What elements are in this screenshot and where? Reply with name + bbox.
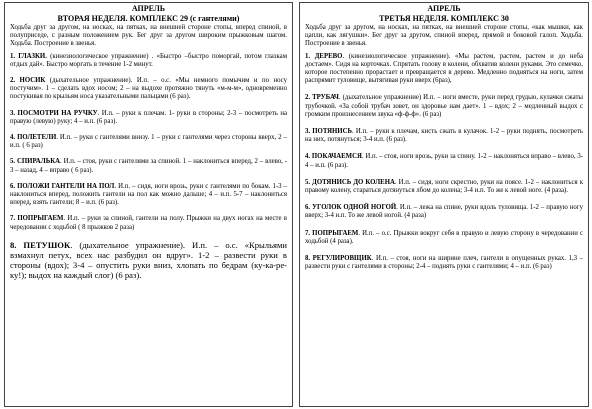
exercise-text: . И.п. – сидя, ноги врозь, руки с гантелями по бокам. 1-3 – наклониться вперед, положить гантели на пол как можно дальше; 4 – и.п. 5-7 – наклониться вперед, взять гантели; 8 – и.п. (6 раз). [10,182,287,207]
exercise-name: 6. ПОЛОЖИ ГАНТЕЛИ НА ПОЛ [10,182,115,190]
left-exercise-3 [10,110,287,126]
exercise-name: 7. ПОПРЫГАЕМ [305,229,359,237]
exercise-name: 6. УГОЛОК ОДНОЙ НОГОЙ [305,204,397,212]
left-exercise-6 [10,183,287,208]
left-month-heading: АПРЕЛЬ [131,4,166,13]
exercise-text: . И.п. – о.с. Прыжки вокруг себя в правую и левую сторону в чередовании с ходьбой (4 раза). [305,229,583,245]
right-exercise-2 [305,94,583,119]
exercise-name: 7. ПОПРЫГАЕМ [10,215,64,223]
exercise-text: . И.п. – руки за спиной, гантели на полу. Прыжки на двух ногах на месте в чередовании с ходьбой ( 8 прыжков 2 раза) [10,215,287,231]
right-month-heading: АПРЕЛЬ [427,4,461,13]
left-exercise-2 [10,77,287,102]
left-column [4,2,293,407]
left-exercise-5 [10,158,287,174]
right-exercise-4 [305,153,583,169]
exercise-name: 8. РЕГУЛИРОВЩИК [305,255,372,263]
exercise-text: . И.п. – лежа на спине, руки вдоль туловища. 1-2 – правую ногу вверх; 3-4 и.п. То же левой ногой. (4 раза) [305,204,583,220]
right-exercise-8 [305,255,583,271]
exercise-text: . И.п. – руки с гантелями внизу. 1 – руки с гантелями через стороны вверх, 2 – и.п. ( 6 раз) [10,134,287,150]
left-intro-paragraph: Ходьба друг за другом, на носках, на пятках, на внешней стороне стопы, вперед спиной, в полуприседе, с разным положением рук. Бег друг за другом широким прыжковым шагом. Ходьба. Построение в звенья. [10,24,287,48]
exercise-text: (кинезиологическое упражнение) . «Быстро –быстро поморгай, потом глазкам отдых дай». Быстро моргать в течение 1-2 минут. [10,52,287,68]
exercise-text: . И.п. – руки к плечам, кисть сжать в кулачок. 1-2 – руки поднять, посмотреть на них, потянуться; 3-4 и.п. (6 раз). [305,128,583,144]
left-exercise-1 [10,53,287,69]
exercise-text: (дыхательное упражнение). И.п. – о.с. «Мы немного помычим и по носу постучим». 1 – сделать вдох носом; 2 – на выдохе протяжно тянуть «м-м-м», одновременно постукивая по крыльям носа указательными пальцами (6 раз). [10,77,288,101]
left-exercise-7 [10,215,287,231]
exercise-name: 3. ПОТЯНИСЬ [305,128,352,136]
exercise-text: . И.п. – сидя, ноги скрестно, руки на поясе. 1-2 – наклониться к правому колену, стараться дотянуться лбом до колена; 3-4 и.п. То же к левой ноге. (4 раза). [305,178,583,195]
right-intro-paragraph: Ходьба друг за другом, на носках, на пятках, на внешней стороне стопы, «как мышки, как цапли, как лягушки». Бег друг за другом, спиной вперед, прямой и боковой галоп. Ходьба. Построение в звенья. [305,24,583,48]
exercise-name: 3. ПОСМОТРИ НА РУЧКУ [10,109,98,117]
exercise-name: 5. СПИРАЛЬКА [10,158,61,166]
exercise-name: 1. ГЛАЗКИ. [10,52,47,60]
right-exercise-7 [305,230,583,246]
exercise-name: 2. НОСИК [10,77,46,85]
right-exercise-6 [305,204,583,220]
left-exercise-4 [10,134,287,150]
exercise-name: 1. ДЕРЕВО [305,52,343,60]
exercise-name: 2. ТРУБАЧ [305,94,339,102]
exercise-text: . И.п. – руки к плечам. 1- руки в стороны; 2-3 – посмотреть на правую (левую) руку; 4 – и.п. (6 раз). [10,109,287,125]
right-complex-title: ТРЕТЬЯ НЕДЕЛЯ. КОМПЛЕКС 30 [379,13,509,23]
right-exercise-1 [305,53,583,86]
exercise-name: 5. ДОТЯНИСЬ ДО КОЛЕНА [305,178,395,186]
exercise-text: . И.п. – стоя, руки с гантелями за спиной. 1 – наклониться вперед, 2 – влево, - 3 – назад, 4 – вправо ( 6 раз). [10,158,287,174]
exercise-text: . (кинезиологическое упражнение). «Мы растем, растем, растем и до неба достаем». Сидя на корточках. Спрятать голову в колени, обхватив колени руками. Это семечко, которое постепенно прорастает и превращается в дерево. Медленно подняться на ноги, затем распрямит туловище, вытягивая руки вверх (6раз), [305,52,583,85]
exercise-text: . И.п. – стоя, ноги врозь, руки за спину. 1-2 – наклоняться вправо – влево, 3-4 – и.п. (6 раз). [305,153,583,169]
exercise-text: . (дыхательное упражнение) И.п. – ноги вместе, руки перед грудью, кулачки сжаты трубочкой. «За собой трубач зовет, он здоровье нам дает». 1 – вдох; 2 – медленный выдох с громким произнесением звука «ф-ф-ф». (6 раз) [305,94,583,118]
exercise-text: . И.п. – стоя, ноги на ширине плеч, гантели в опущенных руках. 1,3 – развести руки с гантелями в стороны; 2-4 – поднять руки с гантелями; 4 – и.п. (6 раз) [305,255,583,271]
left-complex-title: ВТОРАЯ НЕДЕЛЯ. КОМПЛЕКС 29 (с гантелями) [57,13,240,23]
right-column [299,2,589,407]
exercise-text: . (дыхательное упражнение). И.п. – о.с. «Крыльями взмахнул петух, всех нас разбудил он вдруг». 1-2 – развести руки в стороны (вдох); 3-4 – опустить руки вниз, хлопать по бедрам (ку-ка-ре-ку!); выдох на каждый слог) (6 раз). [10,239,287,281]
left-exercise-8 [10,240,287,281]
exercise-name: 4. ПОЛЕТЕЛИ [10,134,57,142]
exercise-name: 4. ПОКАЧАЕМСЯ [305,153,362,161]
right-exercise-5 [305,179,583,195]
right-exercise-3 [305,128,583,144]
exercise-name: 8. ПЕТУШОК [10,239,71,250]
